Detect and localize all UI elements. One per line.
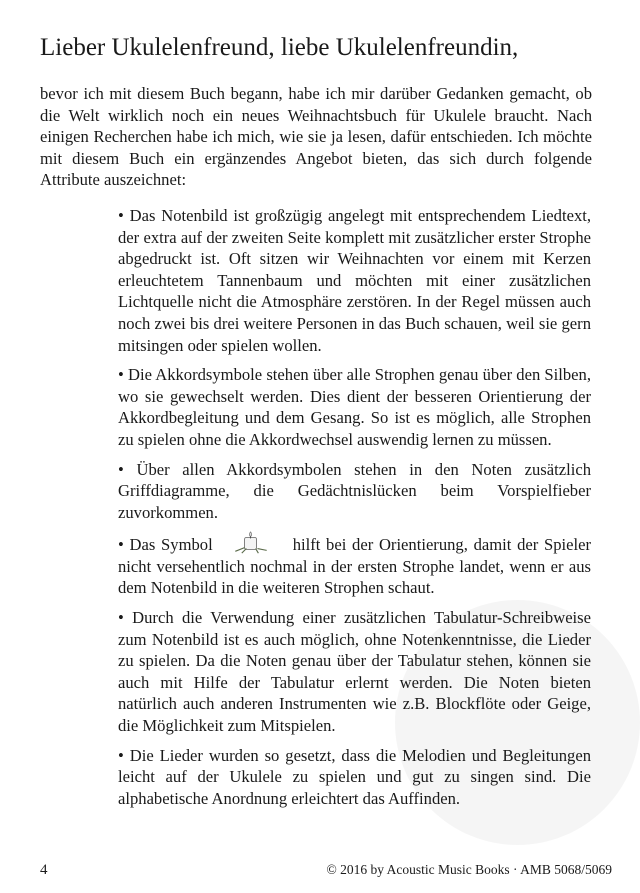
page-number: 4 [40,862,48,878]
page-footer [40,854,612,879]
list-item: • Die Akkordsymbole stehen über alle Strophen genau über den Silben, wo sie gewechselt werden. Dies dient der besseren Orientierung der Akkordbegleitung und dem Gesang. So ist es möglich, alle Strophen zu spielen ohne die Akkordwechsel auswendig lernen zu müssen. [118,365,591,449]
candle-icon [231,531,271,552]
intro-paragraph: bevor ich mit diesem Buch begann, habe ich mir darüber Gedanken gemacht, ob die Welt wirklich noch ein neues Weihnachtsbuch für Ukulele braucht. Nach einigen Recherchen habe ich mich, wie sie ja lesen, dafür entschieden. Ich möchte mit diesem Buch ein ergänzendes Angebot bieten, das sich durch folgende Attribute auszeichnet: [40,84,592,190]
attribute-list [118,205,591,817]
list-item: • Die Lieder wurden so gesetzt, dass die Melodien und Begleitungen leicht auf der Ukulele zu spielen und gut zu singen sind. Die alphabetische Anordnung erleichtert das Auffinden. [118,745,591,808]
copyright-notice: © 2016 by Acoustic Music Books · AMB 5068/5069 [326,862,612,877]
list-item: • Das Notenbild ist großzügig angelegt mit entsprechendem Liedtext, der extra auf der zweiten Seite komplett mit zusätzlicher erster Strophe abgedruckt ist. Oft sitzen wir Weihnachten vor einem mit Kerzen erleuchtetem Tannenbaum und möchten mit einer zusätzlichen Lichtquelle nicht die Atmosphäre zerstören. In der Regel müssen auch noch zwei bis drei weitere Personen in das Buch schauen, weil sie gern mitsingen oder spielen wollen. [118,205,591,355]
list-item: • Über allen Akkordsymbolen stehen in den Noten zusätzlich Griffdiagramme, die Gedächtnislücken beim Vorspielfieber zuvorkommen. [118,459,591,522]
list-item-symbol [118,531,591,599]
symbol-text-before: • Das Symbol [118,535,213,555]
page-title: Lieber Ukulelenfreund, liebe Ukulelenfreundin, [40,34,519,61]
list-item: • Durch die Verwendung einer zusätzlichen Tabulatur-Schreibweise zum Notenbild ist es auch möglich, ohne Notenkenntnisse, die Lieder zu spielen. Da die Noten genau über der Tabulatur stehen, können sie auch mit Hilfe der Tabulatur erlernt werden. Die Noten bieten natürlich auch anderen Instrumenten wie z.B. Blockflöte oder Geige, die Möglichkeit zum Mitspielen. [118,608,591,736]
symbol-text-after: hilft bei der Orientierung, damit der Spieler nicht versehentlich nochmal in der ersten Strophe landet, wenn er aus dem Notenbild in die weiteren Strophen schaut. [118,535,591,598]
